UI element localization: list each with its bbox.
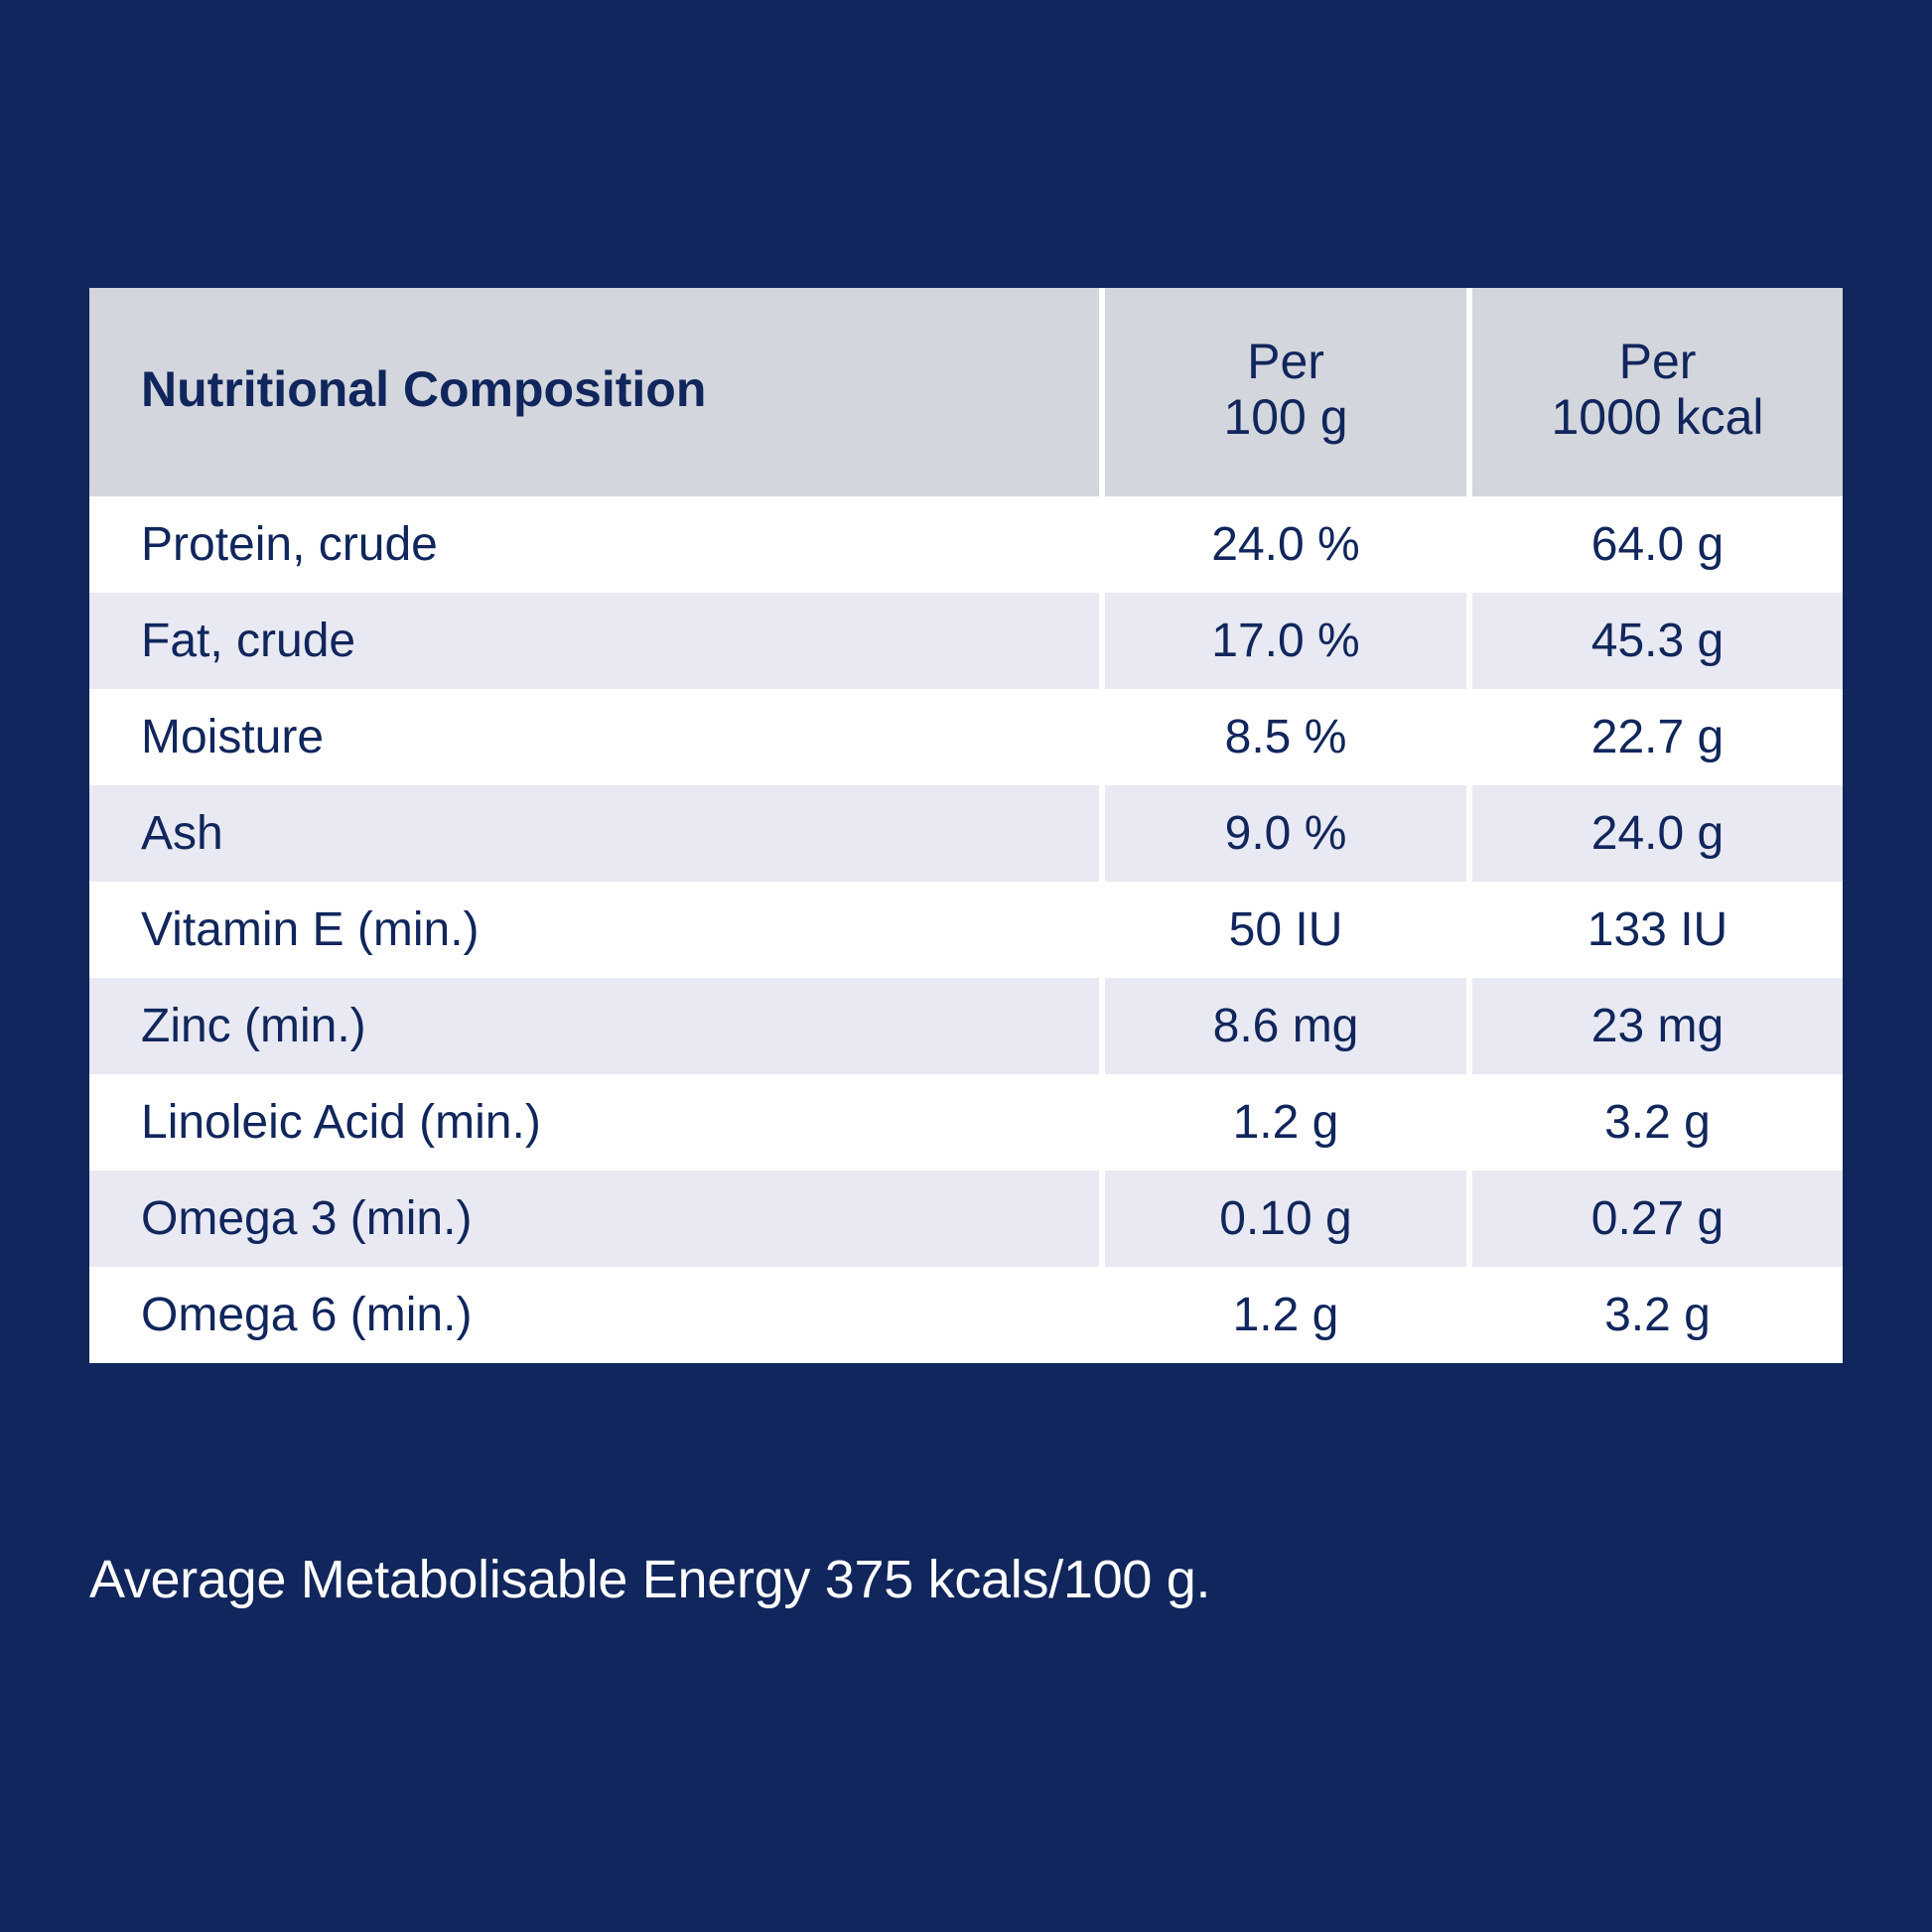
nutritional-composition-table [89,288,1843,1363]
nutrient-per-1000kcal: 0.27 g [1469,1171,1843,1267]
nutrient-per-1000kcal: 24.0 g [1469,785,1843,882]
table-row [89,496,1843,593]
nutrient-per-1000kcal: 45.3 g [1469,593,1843,689]
nutrient-label: Omega 3 (min.) [89,1171,1102,1267]
nutrient-per-1000kcal: 133 IU [1469,882,1843,978]
nutrient-label: Vitamin E (min.) [89,882,1102,978]
nutrient-label: Fat, crude [89,593,1102,689]
column-header-per-1000kcal [1469,288,1843,496]
header-row [89,288,1843,496]
table-row [89,593,1843,689]
table-row [89,882,1843,978]
table-body [89,496,1843,1363]
nutrient-per-100g: 50 IU [1102,882,1469,978]
per-100g-line2: 100 g [1223,389,1348,445]
column-header-composition: Nutritional Composition [89,288,1102,496]
nutrient-per-1000kcal: 23 mg [1469,978,1843,1074]
nutrient-per-100g: 8.6 mg [1102,978,1469,1074]
per-1000kcal-line2: 1000 kcal [1551,389,1764,445]
column-header-per-100g [1102,288,1469,496]
nutrient-label: Linoleic Acid (min.) [89,1074,1102,1171]
nutrient-label: Zinc (min.) [89,978,1102,1074]
nutrient-per-100g: 9.0 % [1102,785,1469,882]
table-row [89,1267,1843,1363]
per-100g-line1: Per [1247,334,1324,389]
table-header [89,288,1843,496]
nutrient-label: Moisture [89,689,1102,785]
nutrient-per-100g: 17.0 % [1102,593,1469,689]
nutrition-panel [89,288,1843,1363]
nutrient-label: Ash [89,785,1102,882]
nutrient-label: Omega 6 (min.) [89,1267,1102,1363]
nutrient-per-1000kcal: 3.2 g [1469,1267,1843,1363]
nutrient-per-100g: 1.2 g [1102,1267,1469,1363]
energy-footnote: Average Metabolisable Energy 375 kcals/100 g. [89,1550,1211,1609]
nutrient-per-1000kcal: 22.7 g [1469,689,1843,785]
table-row [89,1171,1843,1267]
nutrient-per-100g: 24.0 % [1102,496,1469,593]
nutrient-per-100g: 8.5 % [1102,689,1469,785]
nutrient-per-1000kcal: 64.0 g [1469,496,1843,593]
nutrient-per-100g: 1.2 g [1102,1074,1469,1171]
table-row [89,689,1843,785]
nutrient-label: Protein, crude [89,496,1102,593]
table-row [89,785,1843,882]
per-1000kcal-line1: Per [1618,334,1697,389]
table-row [89,1074,1843,1171]
nutrient-per-100g: 0.10 g [1102,1171,1469,1267]
table-row [89,978,1843,1074]
nutrient-per-1000kcal: 3.2 g [1469,1074,1843,1171]
